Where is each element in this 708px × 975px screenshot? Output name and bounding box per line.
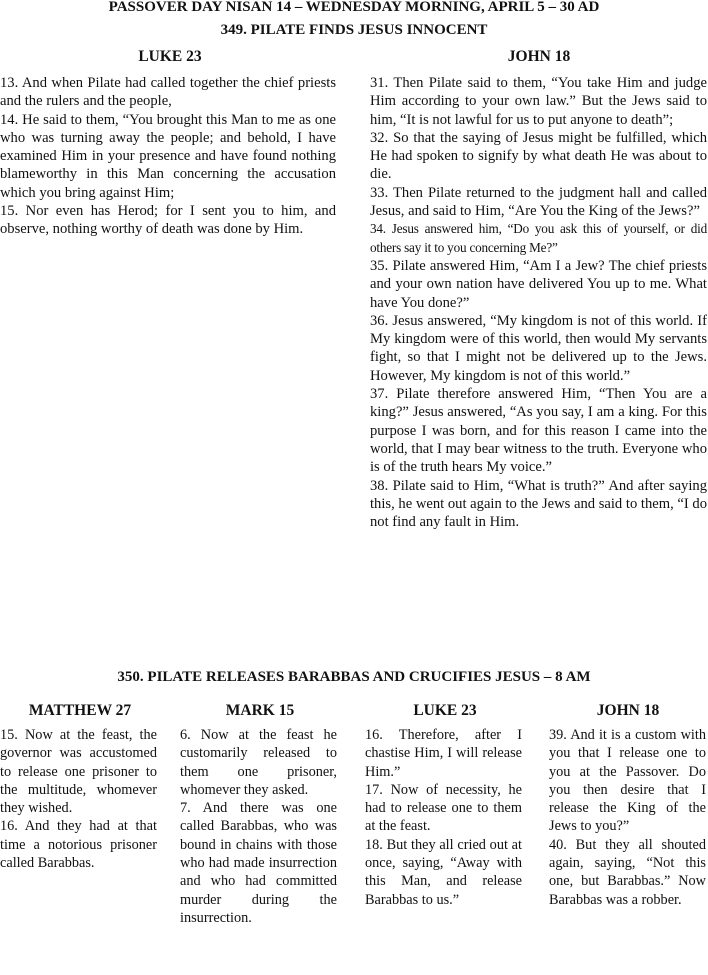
verse: 38. Pilate said to Him, “What is truth?” And after saying this, he went out again to the Jews and said to them, “I do not find any fault in Him. <box>370 477 707 531</box>
verse: 15. Now at the feast, the governor was accustomed to release one prisoner to the multitude, whomever they wished. <box>0 727 157 817</box>
luke-23-b-passage <box>365 726 522 909</box>
verse: 36. Jesus answered, “My kingdom is not of this world. If My kingdom were of this world, then would My servants fight, so that I might not be delivered up to the Jews. However, My kingdom is not of this world.” <box>370 312 707 384</box>
column-heading-john-18-b: JOHN 18 <box>596 702 660 719</box>
verse: 34. Jesus answered him, “Do you ask this of yourself, or did others say it to you concerning Me?” <box>370 221 707 255</box>
verse: 17. Now of necessity, he had to release one to them at the feast. <box>365 781 522 835</box>
section-title-349: 349. PILATE FINDS JESUS INNOCENT <box>220 22 488 38</box>
verse: 35. Pilate answered Him, “Am I a Jew? The chief priests and your own nation have delivered You up to me. What have You done?” <box>370 257 707 311</box>
verse: 37. Pilate therefore answered Him, “Then You are a king?” Jesus answered, “As you say, I am a king. For this purpose I was born, and for this reason I came into the world, that I may bear witness to the truth. Everyone who is of the truth hears My voice.” <box>370 386 707 476</box>
page-title: PASSOVER DAY NISAN 14 – WEDNESDAY MORNING, APRIL 5 – 30 AD <box>108 0 600 15</box>
verse: 18. But they all cried out at once, saying, “Away with this Man, and release Barabbas to us.” <box>365 836 522 908</box>
verse: 32. So that the saying of Jesus might be fulfilled, which He had spoken to signify by what death He was about to die. <box>370 129 707 183</box>
luke-23-passage <box>0 74 336 239</box>
verse: 31. Then Pilate said to them, “You take Him and judge Him according to your own law.” But the Jews said to him, “It is not lawful for us to put anyone to death”; <box>370 75 707 128</box>
verse: 33. Then Pilate returned to the judgment hall and called Jesus, and said to Him, “Are You the King of the Jews?” <box>370 184 707 220</box>
column-heading-john-18: JOHN 18 <box>507 48 571 65</box>
column-heading-mark-15: MARK 15 <box>225 702 295 719</box>
verse: 16. Therefore, after I chastise Him, I will release Him.” <box>365 727 522 780</box>
verse: 14. He said to them, “You brought this Man to me as one who was turning away the people; and behold, I have examined Him in your presence and have found nothing blameworthy in this Man concerning the accusation which you bring against Him; <box>0 111 336 201</box>
column-heading-matthew-27: MATTHEW 27 <box>28 702 132 719</box>
verse: 13. And when Pilate had called together the chief priests and the rulers and the people, <box>0 75 336 110</box>
verse: 16. And they had at that time a notorious prisoner called Barabbas. <box>0 818 157 872</box>
verse: 39. And it is a custom with you that I release one to you at the Passover. Do you then desire that I release the King of the Jews to you?” <box>549 727 706 835</box>
section-title-350: 350. PILATE RELEASES BARABBAS AND CRUCIFIES JESUS – 8 AM <box>117 669 591 685</box>
column-heading-luke-23-b: LUKE 23 <box>413 702 477 719</box>
verse: 6. Now at the feast he customarily released to them one prisoner, whomever they asked. <box>180 727 337 798</box>
matthew-27-passage <box>0 726 157 872</box>
verse: 40. But they all shouted again, saying, “Not this one, but Barabbas.” Now Barabbas was a robber. <box>549 836 706 908</box>
verse: 15. Nor even has Herod; for I sent you to him, and observe, nothing worthy of death was done by Him. <box>0 203 336 238</box>
john-18-b-passage <box>549 726 706 909</box>
column-heading-luke-23: LUKE 23 <box>138 48 202 65</box>
mark-15-passage <box>180 726 337 927</box>
verse: 7. And there was one called Barabbas, who was bound in chains with those who had made insurrection and who had committed murder during the insurrection. <box>180 800 337 926</box>
john-18-passage <box>370 74 707 531</box>
